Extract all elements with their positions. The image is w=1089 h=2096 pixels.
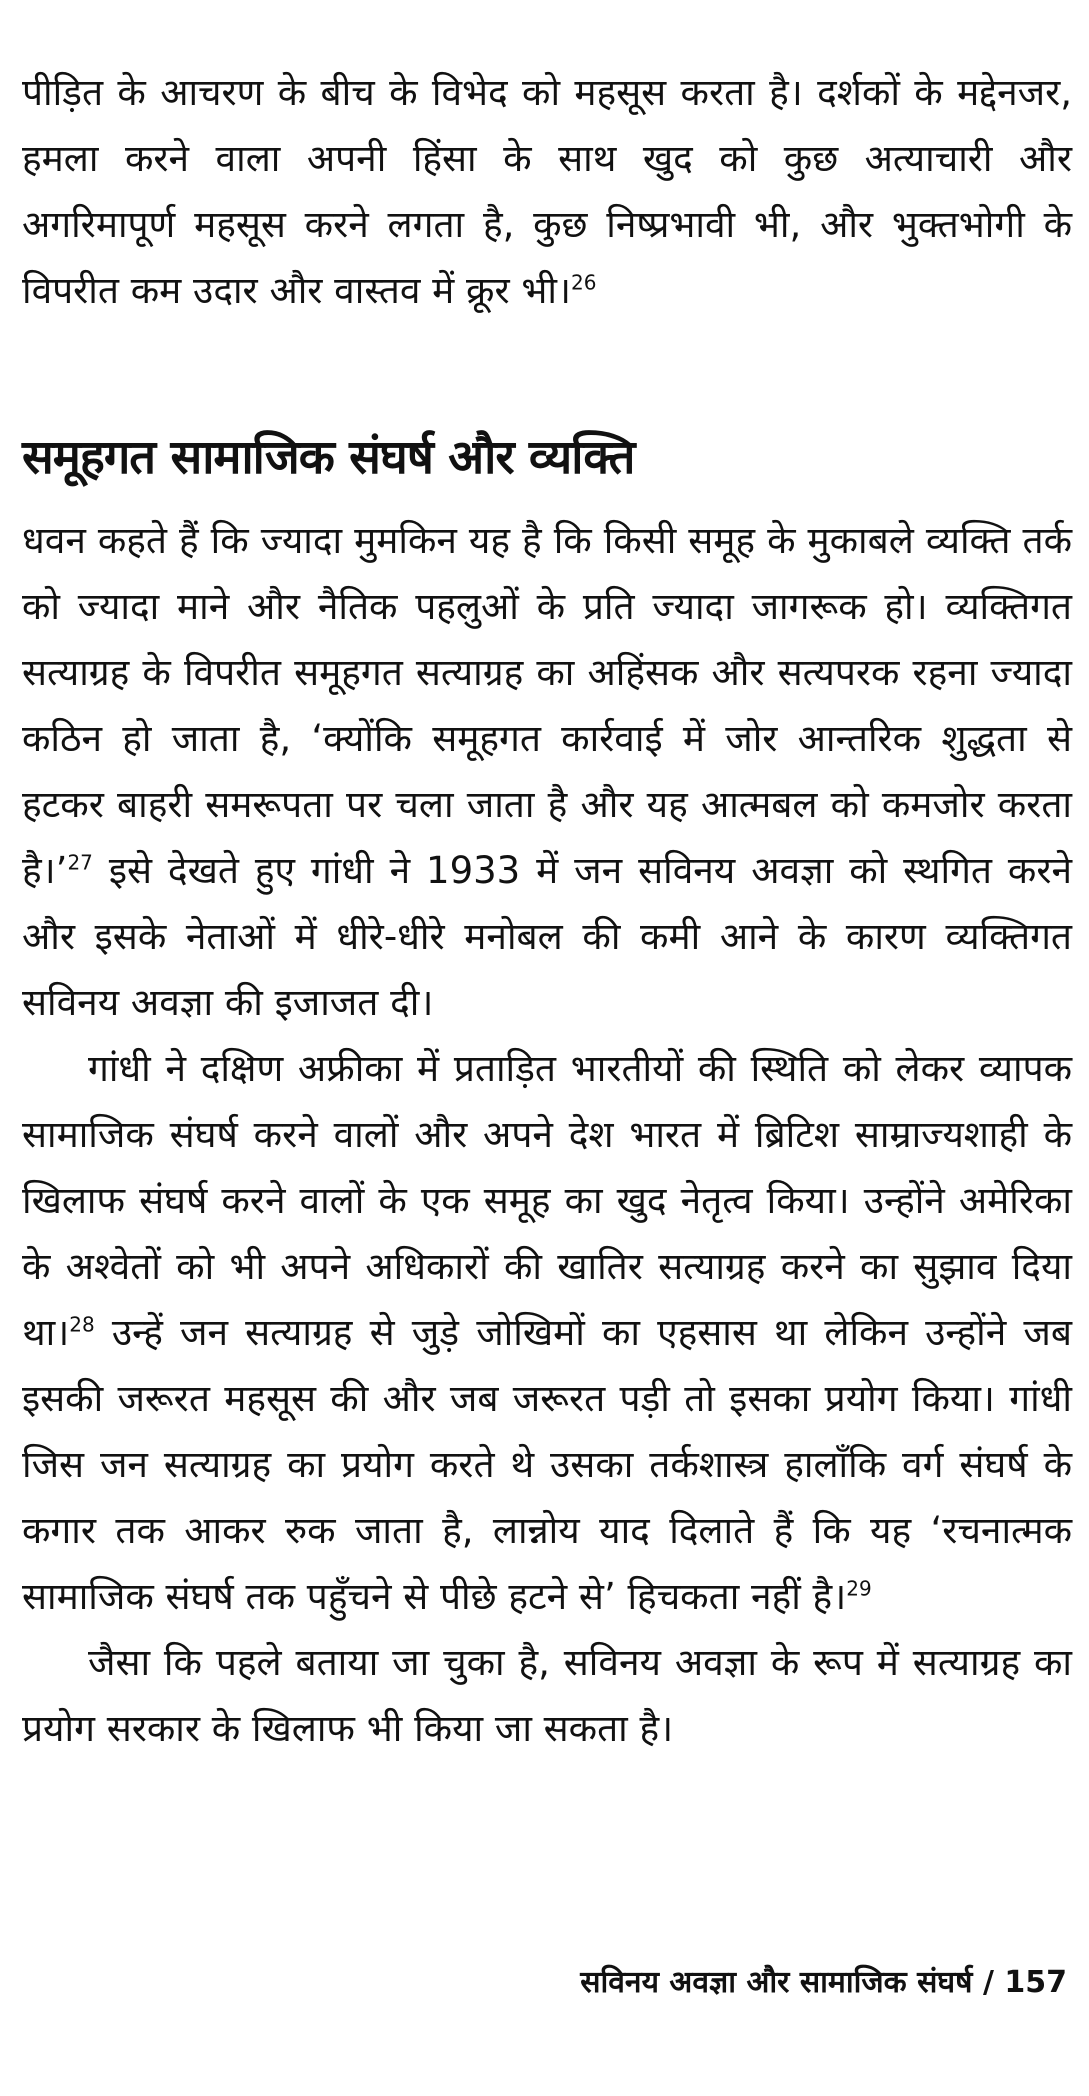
section-heading: समूहगत सामाजिक संघर्ष और व्यक्ति <box>22 430 635 485</box>
footnote-ref: 26 <box>570 270 597 295</box>
paragraph-text: उन्हें जन सत्याग्रह से जुड़े जोखिमों का एहसास था लेकिन उन्होंने जब इसकी जरूरत महसूस की और जब जरूरत पड़ी तो इसका प्रयोग किया। गांधी जिस जन सत्याग्रह का प्रयोग करते थे उसका तर्कशास्त्र हालाँकि वर्ग संघर्ष के कगार तक आकर रुक जाता है, लान्नोय याद दिलाते हैं कि यह ‘रचनात्मक सामाजिक संघर्ष तक पहुँचने से पीछे हटने से’ हिचकता नहीं है। <box>22 1311 1072 1618</box>
paragraph-gandhi <box>22 1036 1072 1630</box>
paragraph-text: पीड़ित के आचरण के बीच के विभेद को महसूस करता है। दर्शकों के मद्देनजर, हमला करने वाला अपनी हिंसा के साथ खुद को कुछ अत्याचारी और अगरिमापूर्ण महसूस करने लगता है, कुछ निष्प्रभावी भी, और भुक्तभोगी के विपरीत कम उदार और वास्तव में क्रूर भी। <box>22 71 1072 312</box>
paragraph-text: गांधी ने दक्षिण अफ्रीका में प्रताड़ित भारतीयों की स्थिति को लेकर व्यापक सामाजिक संघर्ष करने वालों और अपने देश भारत में ब्रिटिश साम्राज्यशाही के खिलाफ संघर्ष करने वालों के एक समूह का खुद नेतृत्व किया। उन्होंने अमेरिका के अश्वेतों को भी अपने अधिकारों की खातिर सत्याग्रह करने का सुझाव दिया था। <box>22 1047 1072 1354</box>
footnote-ref: 28 <box>69 1312 95 1337</box>
paragraph-text: धवन कहते हैं कि ज्यादा मुमकिन यह है कि किसी समूह के मुकाबले व्यक्ति तर्क को ज्यादा माने और नैतिक पहलुओं के प्रति ज्यादा जागरूक हो। व्यक्तिगत सत्याग्रह के विपरीत समूहगत सत्याग्रह का अहिंसक और सत्यपरक रहना ज्यादा कठिन हो जाता है, ‘क्योंकि समूहगत कार्रवाई में जोर आन्तरिक शुद्धता से हटकर बाहरी समरूपता पर चला जाता है और यह आत्मबल को कमजोर करता है।’ <box>22 519 1072 892</box>
footnote-ref: 27 <box>67 850 93 875</box>
paragraph-text: इसे देखते हुए गांधी ने 1933 में जन सविनय अवज्ञा को स्थगित करने और इसके नेताओं में धीरे-धीरे मनोबल की कमी आने के कारण व्यक्तिगत सविनय अवज्ञा की इजाजत दी। <box>22 849 1072 1024</box>
paragraph-civil-disobedience <box>22 1630 1072 1762</box>
page-footer <box>580 1960 1067 2001</box>
running-title: सविनय अवज्ञा और सामाजिक संघर्ष <box>580 1965 973 2000</box>
page-body <box>22 60 1072 1762</box>
paragraph-continuation <box>22 60 1072 324</box>
footer-separator: / <box>972 1965 1005 2000</box>
paragraph-text: जैसा कि पहले बताया जा चुका है, सविनय अवज्ञा के रूप में सत्याग्रह का प्रयोग सरकार के खिलाफ भी किया जा सकता है। <box>22 1641 1072 1750</box>
paragraph-dhawan <box>22 508 1072 1036</box>
page-number: 157 <box>1004 1965 1067 2000</box>
footnote-ref: 29 <box>846 1576 872 1601</box>
